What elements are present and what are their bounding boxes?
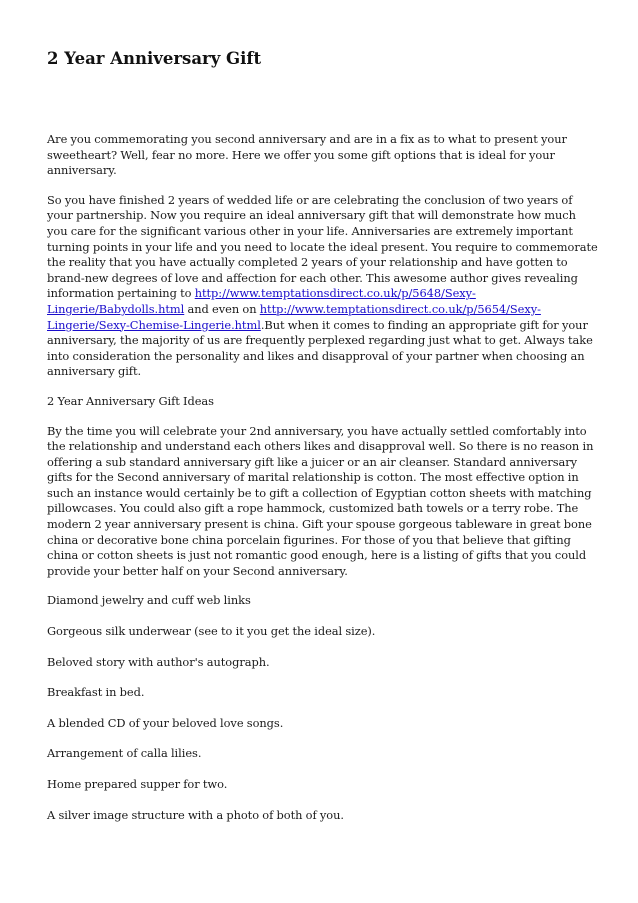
- list-item: Home prepared supper for two.: [47, 777, 228, 791]
- chemise-link[interactable]: http://www.temptationsdirect.co.uk/p/5654/Sexy-Lingerie/Sexy-Chemise-Lingerie.html: [47, 301, 541, 332]
- paragraph-text-segment: So you have finished 2 years of wedded life or are celebrating the conclusion of two years of your partnership. Now you require an ideal anniversary gift that will demonstrate how much you care for the significant various other in your life. Anniversaries are extremely important turning points in your life and you need to locate the ideal present. You require to commemorate the reality that you have actually completed 2 years of your relationship and have gotten to brand-new degrees of love and affection for each other. This awesome author gives revealing information pertaining to: [47, 192, 598, 301]
- list-item: A silver image structure with a photo of both of you.: [47, 807, 344, 822]
- babydolls-link[interactable]: http://www.temptationsdirect.co.uk/p/5648/Sexy-Lingerie/Babydolls.html: [47, 286, 476, 316]
- paragraph-text-segment: .But when it comes to finding an appropriate gift for your anniversary, the majority of us are frequently perplexed regarding just what to get. Always take into consideration the personality and likes and disapproval of your partner when choosing an anniversary gift.: [47, 317, 593, 379]
- list-item: Diamond jewelry and cuff web links: [47, 593, 251, 608]
- document-page: [47, 48, 599, 822]
- document-body: [47, 132, 599, 838]
- document-title: 2 Year Anniversary Gift: [47, 49, 262, 68]
- paragraph-text-segment: and even on: [184, 301, 260, 316]
- subheading: 2 Year Anniversary Gift Ideas: [47, 393, 214, 408]
- list-item: Arrangement of calla lilies.: [47, 746, 202, 761]
- ideas-paragraph: By the time you will celebrate your 2nd anniversary, you have actually settled comfortably into the relationship and understand each others likes and disapproval well. So there is no reason in offering a sub standard anniversary gift like a juicer or an air cleanser. Standard anniversary gifts for the Second anniversary of marital relationship is cotton. The most effective option in such an instance would certainly be to gift a collection of Egyptian cotton sheets with matching pillowcases. You could also gift a rope hammock, customized bath towels or a terry robe. The modern 2 year anniversary present is china. Gift your spouse gorgeous tableware in great bone china or decorative bone china porcelain figurines. For those of you that believe that gifting china or cotton sheets is just not romantic good enough, here is a listing of gifts that you could provide your better half on your Second anniversary.: [47, 423, 594, 578]
- list-item: Gorgeous silk underwear (see to it you get the ideal size).: [47, 624, 376, 639]
- partnership-paragraph: [47, 193, 599, 380]
- list-item: Beloved story with author's autograph.: [47, 654, 270, 669]
- intro-paragraph: Are you commemorating you second anniversary and are in a fix as to what to present your sweetheart? Well, fear no more. Here we offer you some gift options that is ideal for your anniversary.: [47, 132, 567, 178]
- list-item: A blended CD of your beloved love songs.: [47, 715, 284, 730]
- list-item: Breakfast in bed.: [47, 685, 145, 700]
